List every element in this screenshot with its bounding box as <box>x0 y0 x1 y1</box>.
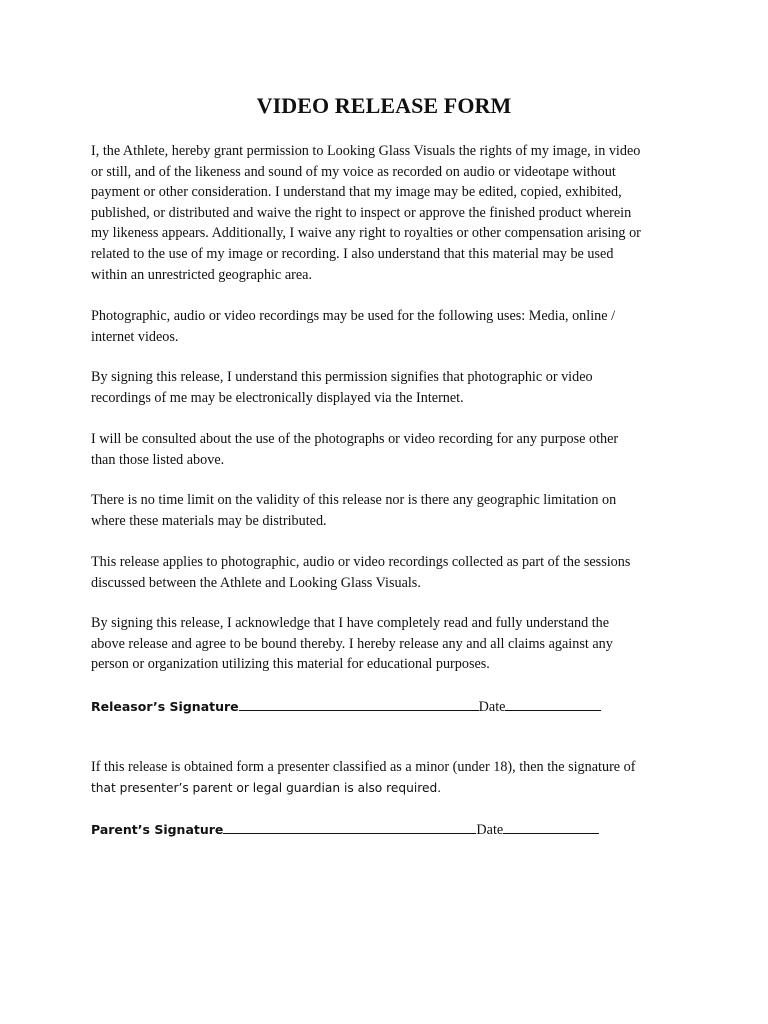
paragraph-line: published, or distributed and waive the right to inspect or approve the finished product wherein <box>91 204 632 221</box>
parent-signature-row <box>91 819 691 841</box>
paragraph-line: within an unrestricted geographic area. <box>91 266 312 283</box>
paragraph-line: There is no time limit on the validity of this release nor is there any geographic limitation on <box>91 492 617 508</box>
paragraph-line: above release and agree to be bound thereby. I hereby release any and all claims against any <box>91 635 613 652</box>
paragraph-line: person or organization utilizing this material for educational purposes. <box>91 656 490 673</box>
paragraph-line: discussed between the Athlete and Looking Glass Visuals. <box>91 574 421 591</box>
releasor-signature-field[interactable] <box>239 696 479 711</box>
paragraph-line: By signing this release, I understand this permission signifies that photographic or video <box>91 369 593 385</box>
parent-signature-field[interactable] <box>223 819 476 834</box>
paragraph-line: Photographic, audio or video recordings may be used for the following uses: Media, online / <box>91 308 616 324</box>
paragraph-line: or still, and of the likeness and sound of my voice as recorded on audio or videotape without <box>91 163 616 180</box>
minor-notice-line: If this release is obtained form a presenter classified as a minor (under 18), then the signature of <box>91 759 636 775</box>
minor-notice-line: that presenter’s parent or legal guardian is also required. <box>91 780 442 795</box>
paragraph-uses <box>91 306 691 347</box>
paragraph-line: This release applies to photographic, audio or video recordings collected as part of the sessions <box>91 554 631 570</box>
paragraph-consultation <box>91 429 691 470</box>
paragraph-line: my likeness appears. Additionally, I waive any right to royalties or other compensation arising or <box>91 225 641 242</box>
paragraph-internet-display <box>91 367 691 408</box>
paragraph-applies-to <box>91 552 691 593</box>
paragraph-line: I, the Athlete, hereby grant permission to Looking Glass Visuals the rights of my image, in video <box>91 143 641 159</box>
paragraph-line: I will be consulted about the use of the photographs or video recording for any purpose other <box>91 431 619 447</box>
releasor-date-label: Date <box>478 699 506 715</box>
paragraph-acknowledgement <box>91 613 691 675</box>
paragraph-line: internet videos. <box>91 328 179 345</box>
releasor-signature-label: Releasor’s Signature <box>91 699 239 714</box>
paragraph-line: recordings of me may be electronically displayed via the Internet. <box>91 389 464 406</box>
paragraph-line: than those listed above. <box>91 451 225 468</box>
parent-date-field[interactable] <box>503 819 599 834</box>
paragraph-line: payment or other consideration. I understand that my image may be edited, copied, exhibited, <box>91 184 622 201</box>
releasor-signature-row <box>91 696 691 718</box>
paragraph-line: By signing this release, I acknowledge that I have completely read and fully understand the <box>91 615 610 631</box>
releasor-date-field[interactable] <box>505 696 601 711</box>
paragraph-line: related to the use of my image or recording. I also understand that this material may be used <box>91 245 614 262</box>
paragraph-line: where these materials may be distributed. <box>91 512 327 529</box>
document-title: VIDEO RELEASE FORM <box>256 93 512 118</box>
paragraph-time-limit <box>91 490 691 531</box>
minor-notice <box>91 757 691 798</box>
parent-signature-label: Parent’s Signature <box>91 822 224 837</box>
paragraph-grant-permission <box>91 141 691 285</box>
parent-date-label: Date <box>476 822 504 838</box>
